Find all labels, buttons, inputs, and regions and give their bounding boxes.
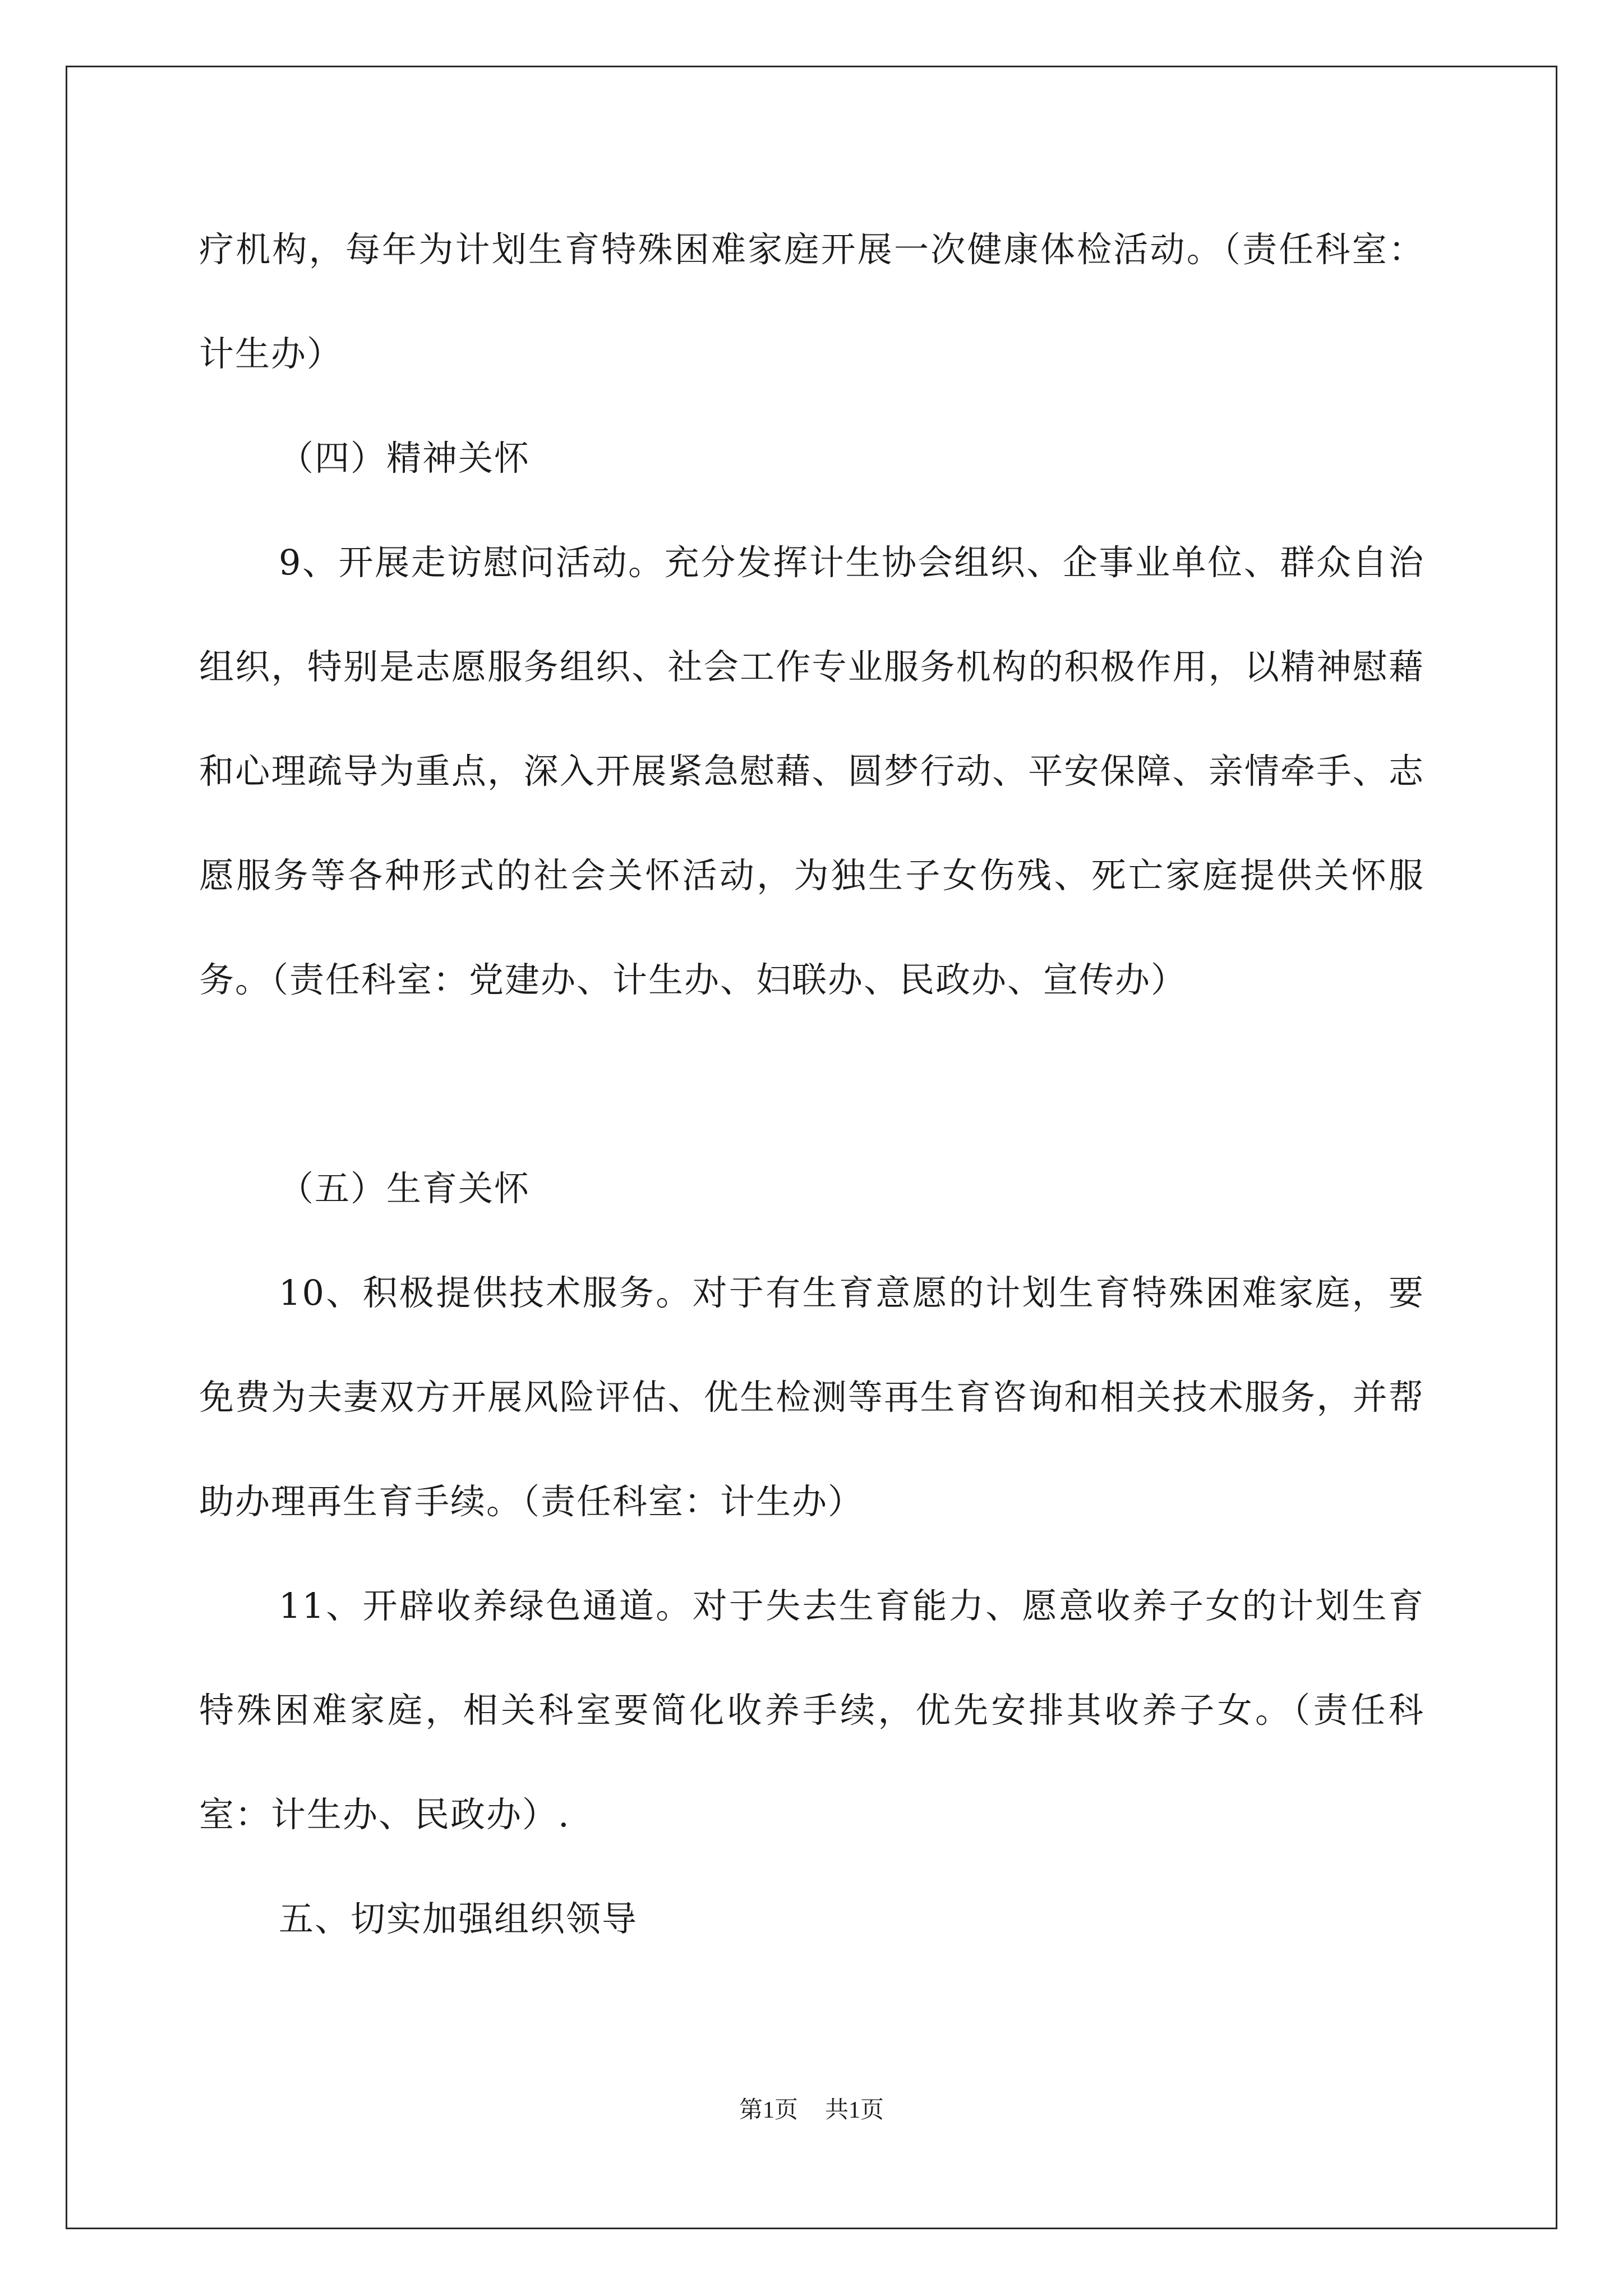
page-number-total: 共1页 <box>825 2097 884 2123</box>
heading-spiritual-care: （四）精神关怀 <box>279 438 531 478</box>
heading-fertility-care: （五）生育关怀 <box>279 1168 531 1209</box>
paragraph-health-checkup-continued: 疗机构，每年为计划生育特殊困难家庭开展一次健康体检活动。（责任科室：计生办） <box>199 229 1424 374</box>
paragraph-item-9-visits: 9、开展走访慰问活动。充分发挥计生协会组织、企事业单位、群众自治组织，特别是志愿服务组织、社会工作专业服务机构的积极作用，以精神慰藉和心理疏导为重点，深入开展紧急慰藉、圆梦行动、平安保障、亲情牵手、志愿服务等各种形式的社会关怀活动，为独生子女伤残、死亡家庭提供关怀服务。（责任科室：党建办、计生办、妇联办、民政办、宣传办） <box>199 542 1424 1000</box>
paragraph-item-10-technical-service: 10、积极提供技术服务。对于有生育意愿的计划生育特殊困难家庭，要免费为夫妻双方开展风险评估、优生检测等再生育咨询和相关技术服务，并帮助办理再生育手续。（责任科室：计生办） <box>199 1272 1424 1522</box>
page-footer <box>0 2093 1623 2127</box>
page-number-current: 第1页 <box>739 2097 798 2123</box>
paragraph-item-11-adoption: 11、开辟收养绿色通道。对于失去生育能力、愿意收养子女的计划生育特殊困难家庭，相关科室要简化收养手续，优先安排其收养子女。（责任科室：计生办、民政办）. <box>199 1585 1424 1835</box>
heading-organizational-leadership: 五、切实加强组织领导 <box>279 1898 638 1939</box>
